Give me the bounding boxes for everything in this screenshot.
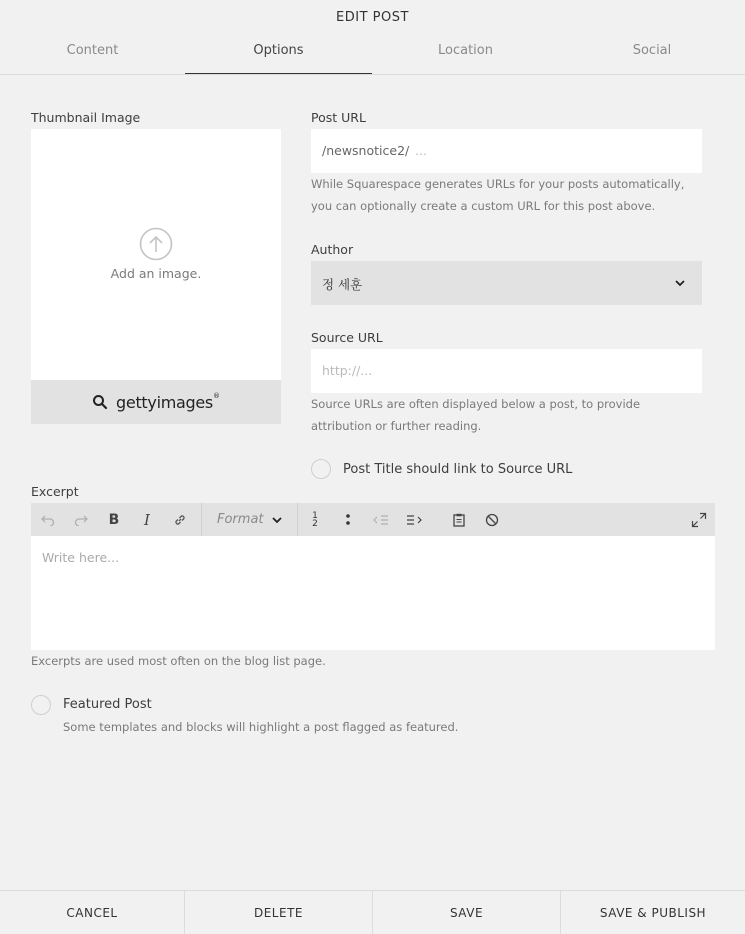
link-source-label: Post Title should link to Source URL — [343, 462, 573, 477]
post-url-placeholder: ... — [415, 143, 427, 158]
post-url-value: /newsnotice2/ — [322, 143, 410, 158]
indent-icon — [406, 514, 422, 526]
cancel-button[interactable]: CANCEL — [0, 891, 185, 934]
tab-social[interactable]: Social — [632, 43, 672, 58]
post-url-input[interactable] — [311, 129, 702, 173]
getty-images-button[interactable] — [31, 380, 281, 424]
excerpt-placeholder: Write here... — [42, 550, 120, 565]
getty-images-logo: gettyimages — [116, 392, 213, 412]
ordered-list-icon: 1 2 — [312, 510, 318, 529]
italic-button[interactable] — [135, 503, 159, 536]
clear-format-icon — [485, 513, 499, 527]
excerpt-editor[interactable] — [31, 536, 715, 650]
link-source-toggle[interactable] — [311, 459, 331, 479]
paste-button[interactable] — [447, 503, 471, 536]
toolbar-divider — [201, 503, 202, 536]
italic-icon: I — [144, 510, 150, 529]
featured-post-toggle[interactable] — [31, 695, 51, 715]
toolbar-divider — [297, 503, 298, 536]
footer-actions — [0, 890, 745, 934]
tab-content[interactable]: Content — [66, 43, 119, 58]
bullet-list-button[interactable] — [336, 503, 360, 536]
featured-post-label: Featured Post — [63, 697, 152, 712]
author-select[interactable] — [311, 261, 702, 305]
post-url-help — [311, 173, 684, 217]
author-selected-value: 정 세훈 — [322, 277, 363, 292]
format-dropdown[interactable] — [217, 503, 282, 536]
source-url-placeholder: http://... — [322, 363, 373, 378]
link-button[interactable] — [168, 503, 192, 536]
featured-post-help: Some templates and blocks will highlight a post flagged as featured. — [63, 720, 459, 734]
post-url-help-line1: While Squarespace generates URLs for your posts automatically, — [311, 177, 685, 191]
format-label: Format — [217, 512, 264, 527]
bullet-list-icon — [345, 513, 351, 527]
fullscreen-button[interactable] — [687, 503, 711, 536]
tab-options[interactable]: Options — [185, 34, 372, 74]
author-label: Author — [311, 242, 354, 257]
upload-arrow-icon — [139, 227, 173, 261]
tab-bar — [0, 34, 745, 75]
tab-location[interactable]: Location — [438, 43, 493, 58]
source-url-help-line2: attribution or further reading. — [311, 419, 482, 433]
search-icon — [92, 394, 108, 410]
thumbnail-label: Thumbnail Image — [31, 110, 141, 125]
add-image-text: Add an image. — [110, 266, 202, 281]
source-url-label: Source URL — [311, 330, 383, 345]
post-url-label: Post URL — [311, 110, 366, 125]
chevron-down-icon — [272, 516, 282, 524]
clipboard-icon — [453, 513, 465, 527]
redo-icon — [74, 514, 88, 526]
delete-button[interactable]: DELETE — [185, 891, 373, 934]
undo-icon — [41, 514, 55, 526]
page-title: EDIT POST — [336, 10, 409, 25]
source-url-input[interactable] — [311, 349, 702, 393]
redo-button[interactable] — [69, 503, 93, 536]
indent-button[interactable] — [402, 503, 426, 536]
ordered-list-button[interactable] — [303, 503, 327, 536]
post-url-help-line2: you can optionally create a custom URL for this post above. — [311, 199, 656, 213]
registered-mark: ® — [212, 392, 220, 400]
source-url-help — [311, 393, 640, 437]
source-url-help-line1: Source URLs are often displayed below a post, to provide — [311, 397, 641, 411]
outdent-button[interactable] — [369, 503, 393, 536]
clear-format-button[interactable] — [480, 503, 504, 536]
excerpt-help: Excerpts are used most often on the blog list page. — [31, 654, 326, 668]
undo-button[interactable] — [36, 503, 60, 536]
excerpt-label: Excerpt — [31, 484, 79, 499]
save-publish-button[interactable]: SAVE & PUBLISH — [599, 905, 707, 920]
editor-toolbar — [31, 503, 715, 536]
bold-button[interactable] — [102, 503, 126, 536]
save-button[interactable]: SAVE — [373, 891, 561, 934]
thumbnail-dropzone[interactable] — [31, 129, 281, 380]
link-icon — [173, 513, 187, 527]
chevron-down-icon — [675, 279, 685, 287]
expand-icon — [691, 512, 707, 528]
outdent-icon — [373, 514, 389, 526]
bold-icon: B — [108, 511, 120, 528]
